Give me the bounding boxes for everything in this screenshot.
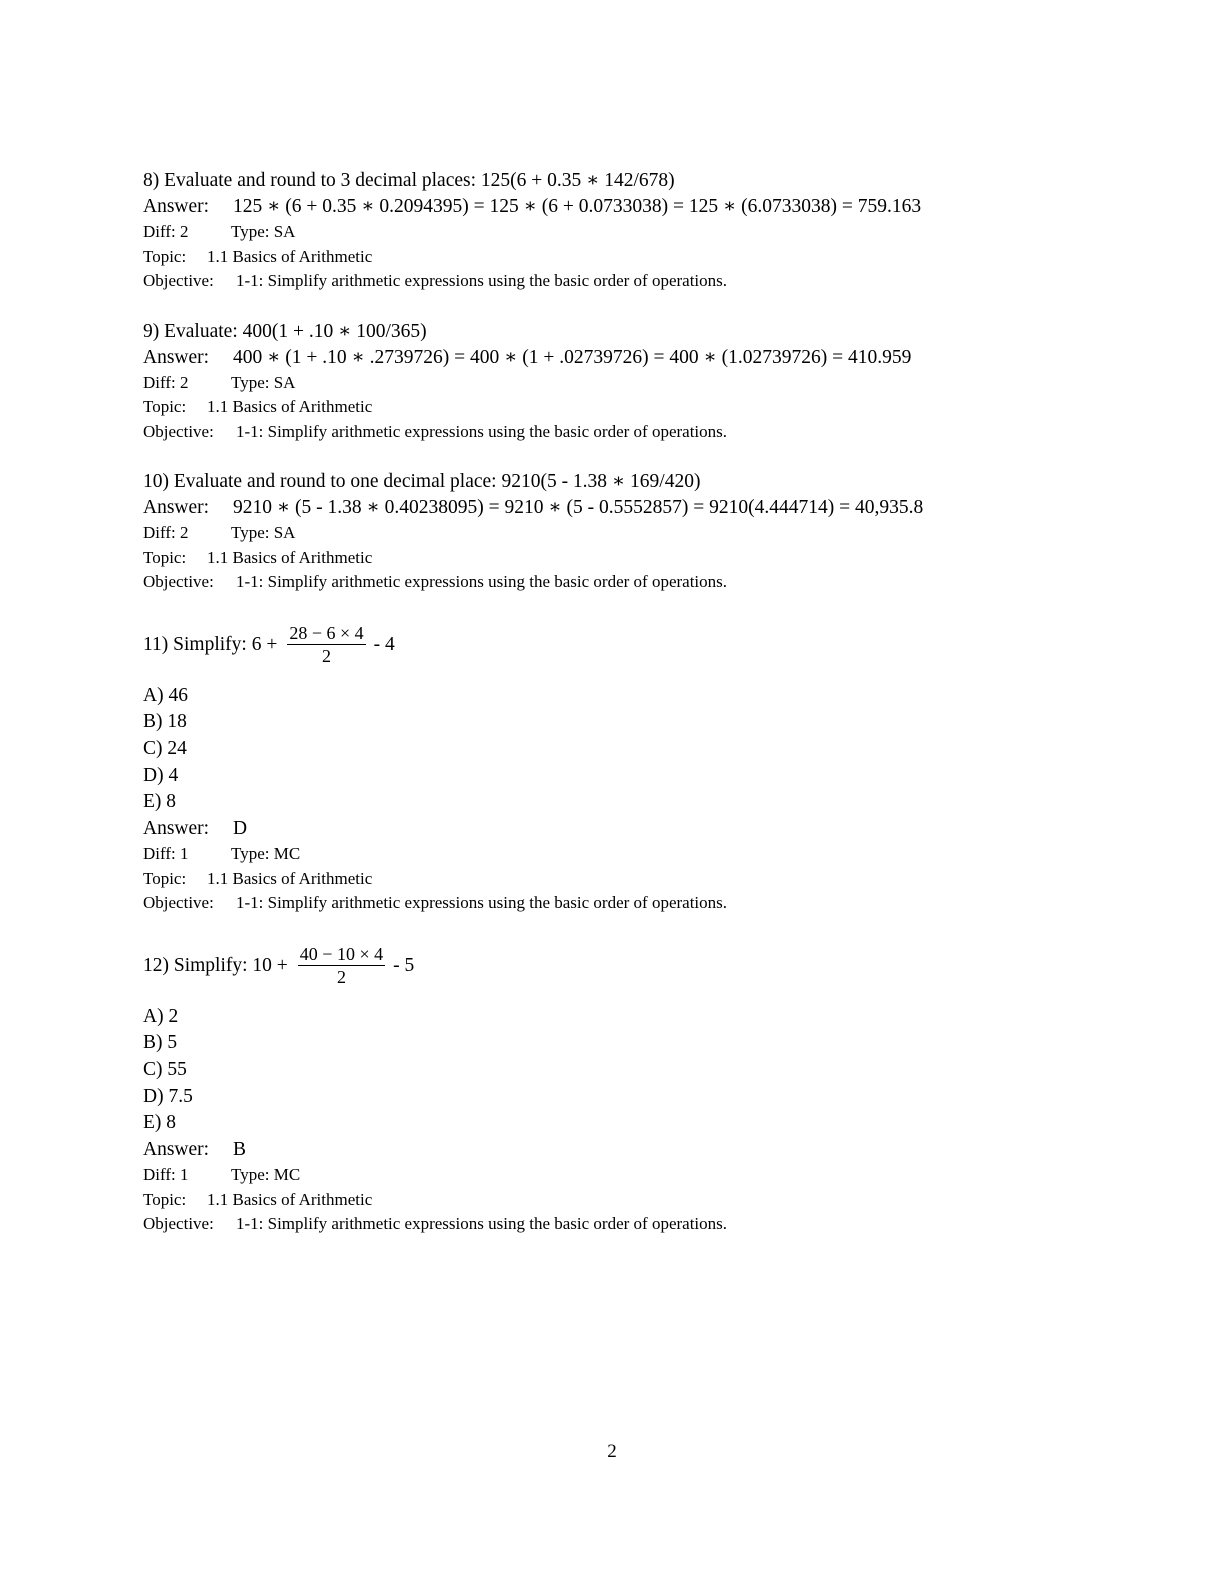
objective-label: Objective:	[143, 421, 214, 441]
topic-label: Topic:	[143, 397, 187, 416]
topic-label: Topic:	[143, 1189, 187, 1209]
question-stem: 10) Evaluate and round to one decimal place: 9210(5 - 1.38 ∗ 169/420)	[143, 471, 701, 492]
choice-d: D) 7.5	[143, 1085, 193, 1107]
objective-value: 1-1: Simplify arithmetic expressions using the basic order of operations.	[236, 1214, 728, 1234]
topic-label: Topic:	[143, 547, 187, 567]
answer-value: 125 ∗ (6 + 0.35 ∗ 0.2094395) = 125 ∗ (6 + 0.0733038) = 125 ∗ (6.0733038) = 759.163	[233, 196, 922, 217]
answer-line	[143, 345, 1103, 371]
answer-value: B	[233, 1139, 247, 1161]
answer-label: Answer:	[143, 1139, 210, 1161]
fraction	[287, 622, 365, 667]
fraction-denominator: 2	[336, 967, 346, 988]
objective-line	[143, 420, 1103, 445]
stem-suffix: - 5	[393, 954, 415, 976]
meta-line	[143, 371, 1103, 396]
fraction	[298, 943, 385, 988]
meta-line	[143, 521, 1103, 546]
answer-label: Answer:	[143, 196, 210, 217]
stem-suffix: - 4	[373, 633, 395, 655]
choice-b: B) 18	[143, 711, 187, 733]
meta-line	[143, 842, 1103, 867]
question-11	[143, 617, 1103, 916]
document-body	[143, 168, 1103, 1237]
choice-list	[143, 1004, 1103, 1138]
question-10	[143, 469, 1103, 595]
question-type: Type: MC	[231, 844, 301, 864]
difficulty: Diff: 2	[143, 523, 189, 542]
topic-line	[143, 867, 1103, 892]
objective-value: 1-1: Simplify arithmetic expressions using the basic order of operations.	[236, 421, 728, 441]
question-8	[143, 168, 1103, 294]
topic-line	[143, 1188, 1103, 1213]
question-stem	[143, 617, 1103, 673]
choice-a: A) 46	[143, 684, 188, 706]
stem-prefix: 12) Simplify: 10 +	[143, 954, 288, 976]
topic-label: Topic:	[143, 246, 187, 266]
difficulty: Diff: 2	[143, 372, 189, 392]
meta-line	[143, 1163, 1103, 1188]
topic-value: 1.1 Basics of Arithmetic	[207, 397, 373, 416]
answer-line	[143, 495, 1103, 521]
answer-value: D	[233, 818, 248, 840]
objective-label: Objective:	[143, 1214, 214, 1234]
choice-a: A) 2	[143, 1005, 179, 1027]
objective-line	[143, 269, 1103, 294]
choice-c: C) 24	[143, 737, 187, 759]
answer-label: Answer:	[143, 818, 210, 840]
answer-label: Answer:	[143, 346, 210, 368]
fraction-denominator: 2	[321, 646, 331, 666]
question-type: Type: SA	[231, 222, 296, 241]
question-stem	[143, 938, 1103, 994]
choice-c: C) 55	[143, 1058, 187, 1080]
topic-value: 1.1 Basics of Arithmetic	[207, 246, 373, 266]
question-12	[143, 938, 1103, 1237]
topic-line	[143, 546, 1103, 571]
topic-line	[143, 395, 1103, 420]
question-stem: 9) Evaluate: 400(1 + .10 ∗ 100/365)	[143, 320, 427, 342]
objective-value: 1-1: Simplify arithmetic expressions using the basic order of operations.	[236, 893, 728, 913]
topic-label: Topic:	[143, 868, 187, 888]
answer-label: Answer:	[143, 497, 210, 518]
topic-value: 1.1 Basics of Arithmetic	[207, 547, 373, 567]
objective-value: 1-1: Simplify arithmetic expressions using the basic order of operations.	[236, 572, 728, 591]
objective-label: Objective:	[143, 572, 214, 591]
objective-label: Objective:	[143, 893, 214, 913]
objective-label: Objective:	[143, 271, 214, 290]
question-type: Type: SA	[231, 523, 296, 542]
difficulty: Diff: 1	[143, 844, 189, 864]
stem-prefix: 11) Simplify: 6 +	[143, 633, 278, 655]
choice-b: B) 5	[143, 1032, 178, 1054]
difficulty: Diff: 2	[143, 222, 189, 241]
choice-d: D) 4	[143, 764, 179, 786]
objective-line	[143, 570, 1103, 595]
question-type: Type: SA	[231, 372, 296, 392]
fraction-numerator: 28 − 6 × 4	[289, 623, 364, 643]
answer-line	[143, 1137, 1103, 1163]
question-stem: 8) Evaluate and round to 3 decimal places: 125(6 + 0.35 ∗ 142/678)	[143, 170, 675, 191]
difficulty: Diff: 1	[143, 1165, 189, 1185]
answer-line	[143, 816, 1103, 842]
choice-e: E) 8	[143, 1112, 177, 1134]
fraction-numerator: 40 − 10 × 4	[299, 944, 384, 965]
answer-value: 400 ∗ (1 + .10 ∗ .2739726) = 400 ∗ (1 + .02739726) = 400 ∗ (1.02739726) = 410.959	[233, 346, 912, 368]
objective-line	[143, 1212, 1103, 1237]
question-9	[143, 319, 1103, 445]
choice-e: E) 8	[143, 791, 177, 813]
answer-line	[143, 194, 1103, 220]
objective-line	[143, 891, 1103, 916]
topic-value: 1.1 Basics of Arithmetic	[207, 868, 373, 888]
question-type: Type: MC	[231, 1165, 301, 1185]
page-number: 2	[607, 1441, 617, 1462]
objective-value: 1-1: Simplify arithmetic expressions using the basic order of operations.	[236, 271, 728, 290]
topic-value: 1.1 Basics of Arithmetic	[207, 1189, 373, 1209]
meta-line	[143, 220, 1103, 245]
topic-line	[143, 245, 1103, 270]
choice-list	[143, 683, 1103, 817]
answer-value: 9210 ∗ (5 - 1.38 ∗ 0.40238095) = 9210 ∗ (5 - 0.5552857) = 9210(4.444714) = 40,935.8	[233, 497, 924, 518]
